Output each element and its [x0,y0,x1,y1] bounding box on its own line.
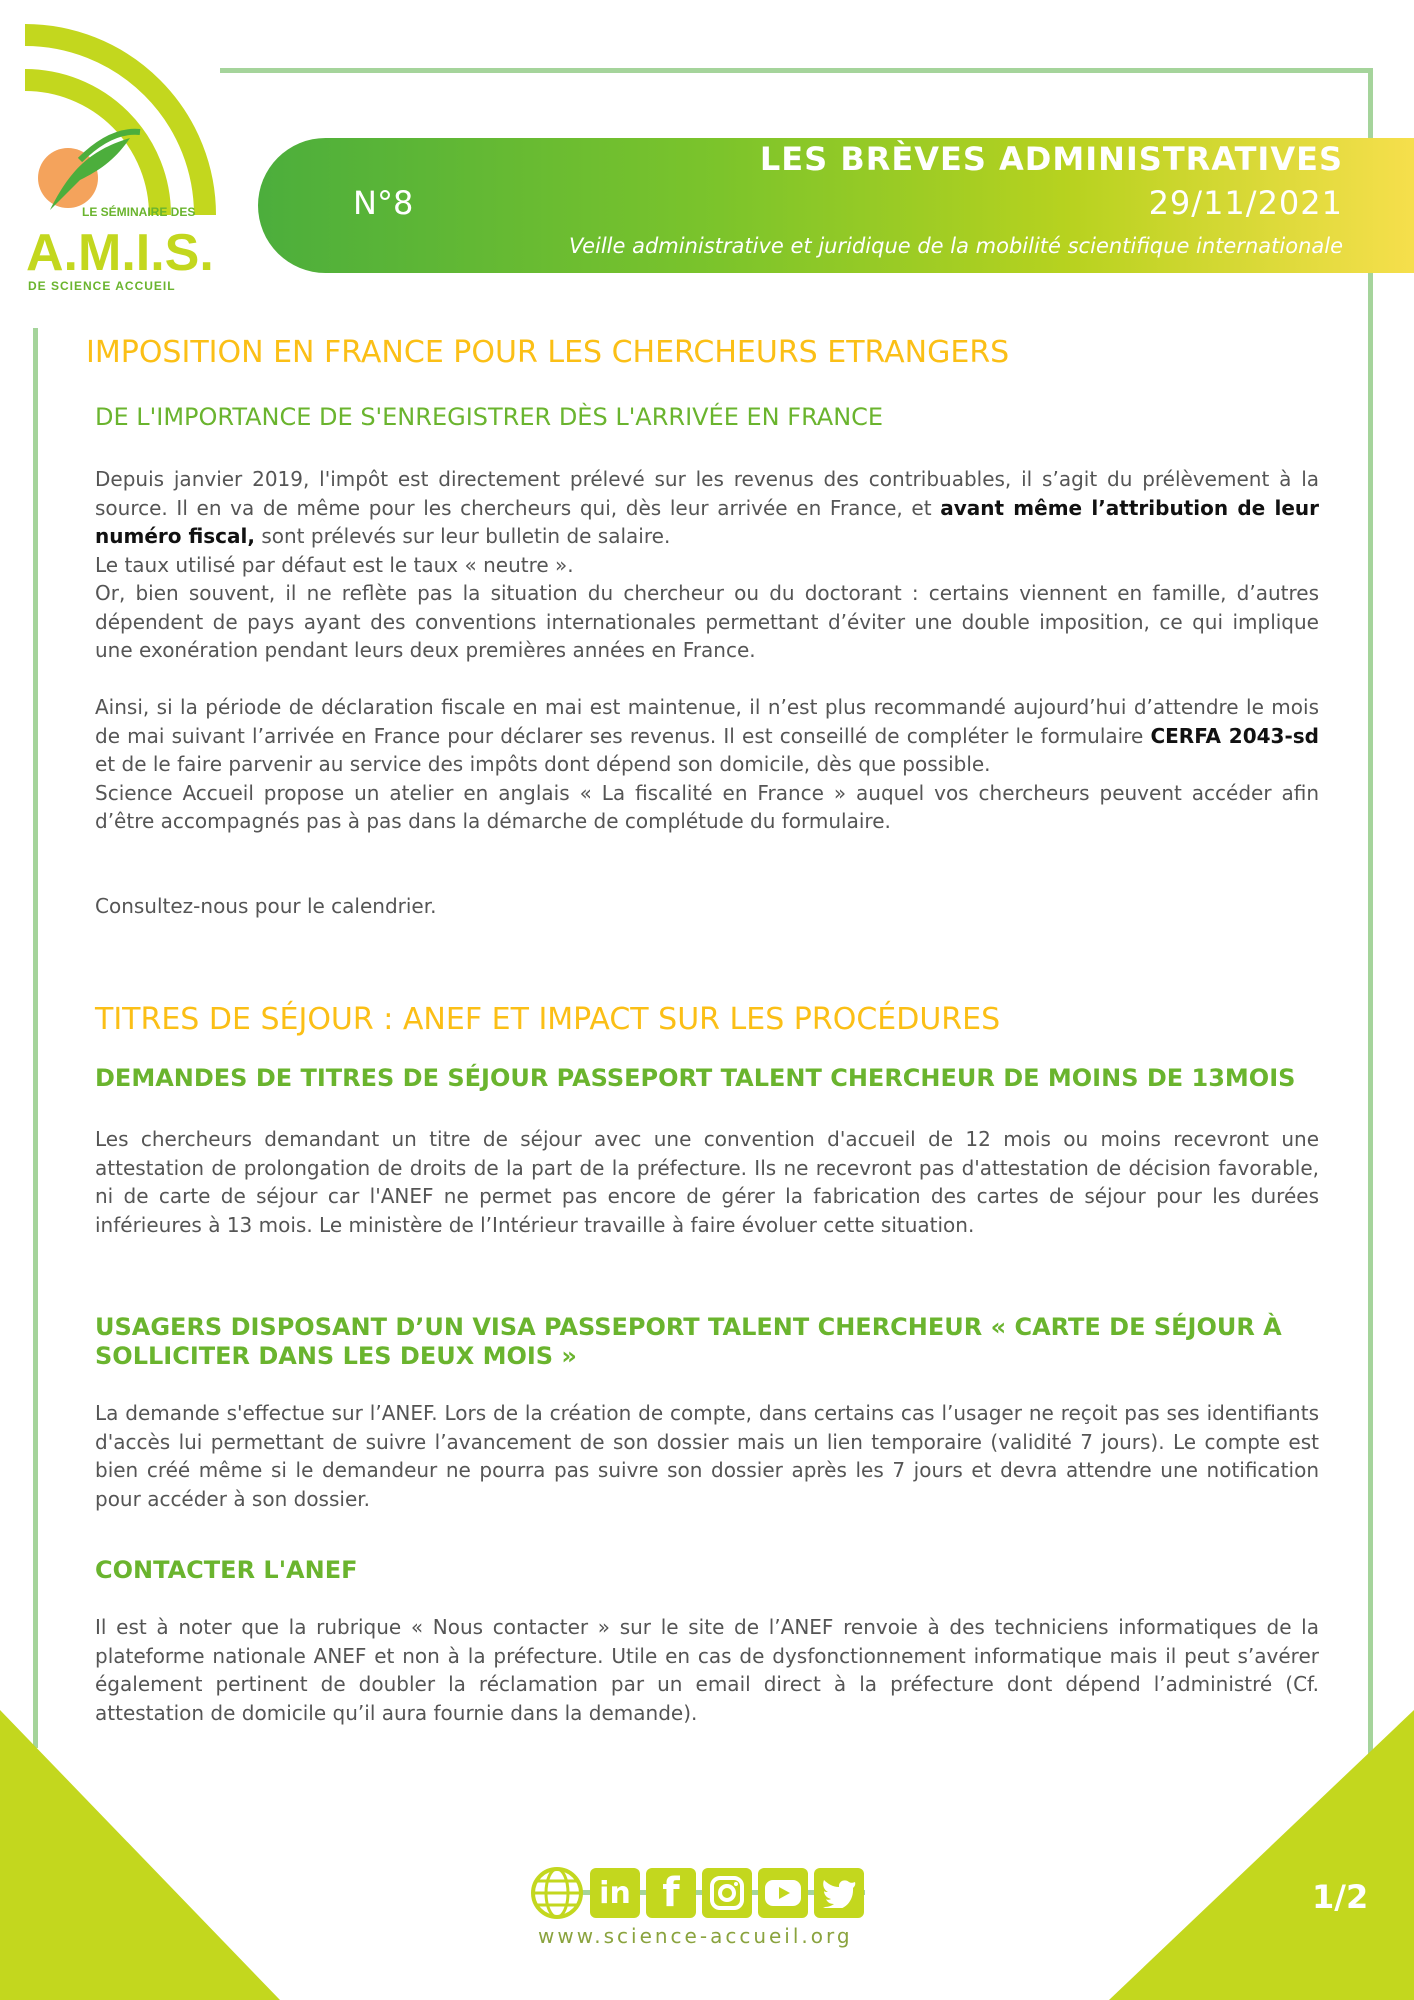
twitter-icon[interactable] [814,1868,864,1918]
youtube-icon[interactable] [758,1868,808,1918]
section2-subtitle-3: CONTACTER L'ANEF [95,1556,358,1584]
section1-p1-bold: avant même l’attribution de leur numéro fiscal, [95,495,1319,548]
section1-paragraph-5: Science Accueil propose un atelier en anglais « La fiscalité en France » auquel vos chercheurs peuvent accéder afin d’être accompagnés pas à pas dans la démarche de complétude du formulaire. [95,780,1319,833]
section1-body-a [95,465,1319,665]
section1-paragraph-3: Or, bien souvent, il ne reflète pas la situation du chercheur ou du doctorant : certains viennent en famille, d’autres dépendent de pays ayant des conventions internationales permettant d’éviter une double imposition, ce qui implique une exonération pendant leurs deux premières années en France. [95,581,1319,662]
corner-triangle-right [1109,1710,1414,2000]
section1-body-b [95,693,1319,836]
logo-line3: DE SCIENCE ACCUEIL [28,279,176,293]
corner-triangle-left [0,1710,280,2000]
frame-top-border [220,68,1373,73]
section2-paragraph-2: La demande s'effectue sur l’ANEF. Lors de la création de compte, dans certains cas l’usager ne reçoit pas ses identifiants d'accès lui permettant de suivre l’avancement de son dossier mais un lien temporaire (validité 7 jours). Le compte est bien créé même si le demandeur ne pourra pas suivre son dossier après les 7 jours et devra attendre une notification pour accéder à son dossier. [95,1401,1319,1511]
section1-paragraph-2: Le taux utilisé par défaut est le taux « neutre ». [95,552,574,577]
section2-title: TITRES DE SÉJOUR : ANEF ET IMPACT SUR LES PROCÉDURES [95,1002,1001,1037]
cerfa-form-reference: CERFA 2043-sd [1150,723,1319,748]
website-link[interactable]: www.science-accueil.org [538,1924,853,1948]
section1-p1-text-a: Depuis janvier 2019, l'impôt est directement prélevé sur les revenus des contribuables, il s’agit du prélèvement à la source. Il en va de même pour les chercheurs qui, dès leur arrivée en France, et [95,467,1319,520]
section1-paragraph-4 [95,693,1319,779]
section1-paragraph-6: Consultez-nous pour le calendrier. [95,894,437,918]
section2-subtitle-1: DEMANDES DE TITRES DE SÉJOUR PASSEPORT TALENT CHERCHEUR DE MOINS DE 13MOIS [95,1064,1296,1092]
header-banner [258,138,1414,273]
facebook-icon[interactable] [646,1868,696,1918]
section1-p4-text-a: Ainsi, si la période de déclaration fiscale en mai est maintenue, il n’est plus recommandé aujourd’hui d’attendre le mois de mai suivant l’arrivée en France pour déclarer ses revenus. Il est conseillé de compléter le formulaire [95,695,1319,748]
section1-title: IMPOSITION EN FRANCE POUR LES CHERCHEURS ETRANGERS [86,335,1010,370]
instagram-icon[interactable] [702,1868,752,1918]
logo-brand: A.M.I.S. [26,224,214,282]
section2-paragraph-1: Les chercheurs demandant un titre de séjour avec une convention d'accueil de 12 mois ou moins recevront une attestation de prolongation de droits de la part de la préfecture. Ils ne recevront pas d'attestation de décision favorable, ni de carte de séjour car l'ANEF ne permet pas encore de gérer la fabrication des cartes de séjour pour les durées inférieures à 13 mois. Le ministère de l’Intérieur travaille à faire évoluer cette situation. [95,1127,1319,1237]
frame-left-border [33,328,38,1748]
linkedin-icon[interactable] [590,1868,640,1918]
newsletter-title: LES BRÈVES ADMINISTRATIVES [759,140,1343,178]
newsletter-subtitle: Veille administrative et juridique de la mobilité scientifique internationale [568,234,1343,258]
facebook-icon-glyph: f [662,1870,680,1916]
section1-subtitle: DE L'IMPORTANCE DE S'ENREGISTRER DÈS L'ARRIVÉE EN FRANCE [95,403,884,431]
issue-number: N°8 [353,184,414,222]
amis-logo [20,20,220,300]
frame-right-border [1368,68,1373,1868]
section1-p4-text-b: et de le faire parvenir au service des impôts dont dépend son domicile, dès que possible. [95,752,991,776]
section1-p1-text-b: sont prélevés sur leur bulletin de salaire. [254,524,671,548]
page-number: 1/2 [1312,1878,1369,1916]
social-links [530,1866,864,1920]
section2-paragraph-3: Il est à noter que la rubrique « Nous contacter » sur le site de l’ANEF renvoie à des techniciens informatiques de la plateforme nationale ANEF et non à la préfecture. Utile en cas de dysfonctionnement informatique mais il peut s’avérer également pertinent de doubler la réclamation par un email direct à la préfecture dont dépend l’administré (Cf. attestation de domicile qu’il aura fournie dans la demande). [95,1615,1319,1725]
logo-line1: LE SÉMINAIRE DES [82,205,196,219]
section1-paragraph-1 [95,465,1319,551]
newsletter-date: 29/11/2021 [1148,184,1343,222]
section2-subtitle-2: USAGERS DISPOSANT D’UN VISA PASSEPORT TALENT CHERCHEUR « CARTE DE SÉJOUR À SOLLICITER DANS LES DEUX MOIS » [95,1313,1282,1370]
globe-icon[interactable] [530,1866,584,1920]
linkedin-icon-glyph: in [599,1875,631,1911]
